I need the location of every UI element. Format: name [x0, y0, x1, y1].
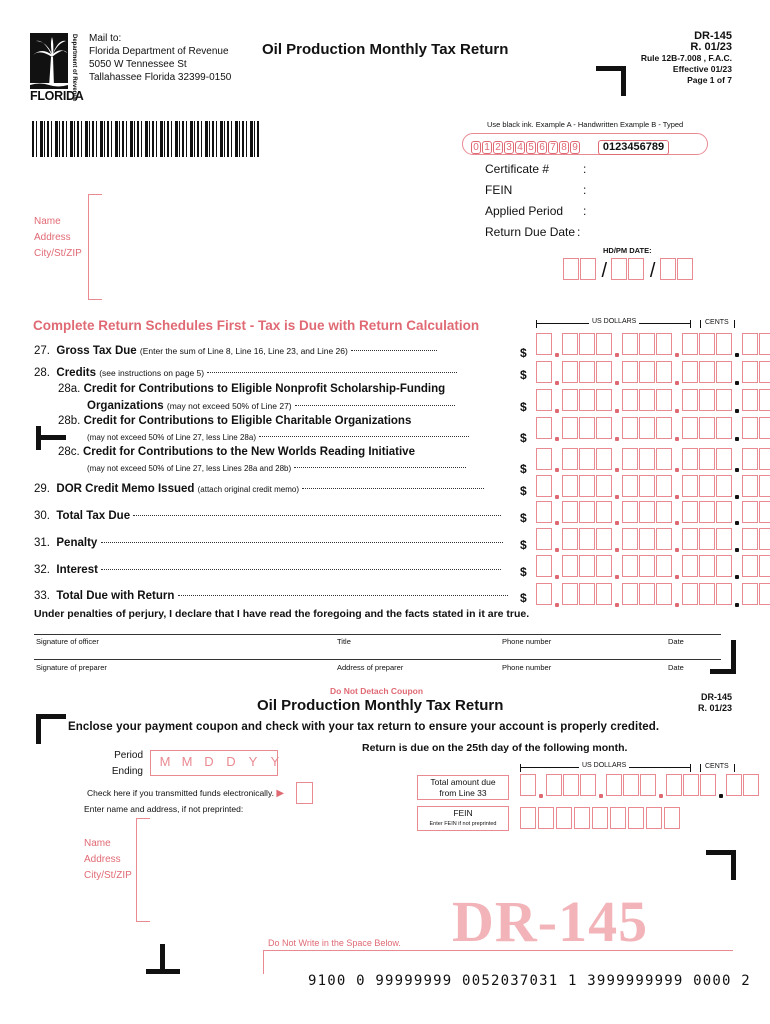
us-dollars-label: US DOLLARS — [589, 318, 639, 325]
logo-word: FLORIDA — [30, 89, 84, 103]
coupon-address-bracket[interactable] — [136, 818, 150, 922]
logo-vertical-text: Department of Revenue — [71, 34, 77, 102]
example-digit: 1 — [482, 141, 492, 154]
form-revision: R. 01/23 — [690, 41, 732, 53]
mail-to-line: Tallahassee Florida 32399-0150 — [89, 72, 232, 83]
phone-label: Phone number — [502, 637, 552, 646]
phone-label: Phone number — [502, 663, 552, 672]
line-28c: 28c. Credit for Contributions to the New Worlds Reading Initiative — [58, 446, 415, 458]
line-32: 32. Interest — [34, 564, 501, 576]
dollar-sign: $ — [520, 538, 527, 552]
due-note: Return is due on the 25th day of the following month. — [362, 742, 628, 754]
coupon-title: Oil Production Monthly Tax Return — [257, 697, 504, 714]
example-digit: 3 — [504, 141, 514, 154]
fein-input[interactable] — [520, 807, 682, 829]
perjury-statement: Under penalties of perjury, I declare that I have read the foregoing and the facts stated in it are true. — [34, 608, 530, 620]
name-label: Name — [34, 216, 61, 227]
do-not-write-rule — [263, 950, 733, 974]
do-not-detach: Do Not Detach Coupon — [330, 686, 424, 696]
barcode — [32, 121, 260, 157]
certificate-label: Certificate # — [485, 162, 550, 176]
mail-to-line: 5050 W Tennessee St — [89, 59, 187, 70]
florida-logo — [30, 33, 82, 103]
coupon-cents-header: CENTS — [700, 764, 735, 772]
amount-input-33[interactable] — [536, 583, 770, 605]
electronic-funds-note: Check here if you transmitted funds electronically. ▶ — [87, 788, 285, 799]
line-label: Credit for Contributions to the New Worlds Reading Initiative — [82, 446, 415, 458]
period-ending-boxes[interactable]: M M D D Y Y — [150, 750, 278, 776]
line-30: 30. Total Tax Due — [34, 510, 501, 522]
signature-preparer-label: Signature of preparer — [36, 663, 107, 672]
line-label: Organizations — [87, 400, 164, 412]
example-digit: 9 — [570, 141, 580, 154]
do-not-write-note: Do Not Write in the Space Below. — [268, 938, 401, 948]
line-28a-cont: Organizations (may not exceed 50% of Line 27) — [87, 400, 455, 412]
registration-mark — [36, 714, 66, 744]
electronic-funds-checkbox[interactable] — [296, 782, 313, 804]
registration-mark — [710, 640, 736, 674]
dollar-sign: $ — [520, 565, 527, 579]
applied-period-label: Applied Period — [485, 204, 564, 218]
amount-input-31[interactable] — [536, 528, 770, 550]
mail-to-address — [89, 32, 231, 84]
address-labels — [34, 214, 82, 262]
section-title: Complete Return Schedules First - Tax is Due with Return Calculation — [33, 318, 480, 333]
amount-input-coupon-total[interactable] — [520, 774, 760, 796]
amount-input-28c[interactable] — [536, 448, 770, 470]
cents-header — [700, 320, 735, 328]
city-state-zip-label: City/St/ZIP — [34, 248, 82, 259]
amount-input-30[interactable] — [536, 501, 770, 523]
return-due-date-label: Return Due Date — [485, 225, 576, 239]
line-label: Gross Tax Due — [56, 345, 137, 357]
dollar-sign: $ — [520, 346, 527, 360]
page-title: Oil Production Monthly Tax Return — [262, 41, 509, 58]
date-label: Date — [668, 637, 684, 646]
signature-line[interactable] — [34, 659, 721, 660]
typed-example: 0123456789 — [598, 140, 669, 155]
registration-mark — [36, 435, 66, 440]
form-id-block — [641, 31, 732, 86]
arrow-right-icon: ▶ — [276, 788, 285, 799]
coupon-address-labels: Name Address City/St/ZIP — [84, 838, 132, 881]
dollar-sign: $ — [520, 431, 527, 445]
total-amount-label: Total amount due from Line 33 — [417, 775, 509, 800]
ink-example — [462, 133, 708, 155]
handwritten-example — [471, 137, 581, 154]
line-33: 33. Total Due with Return — [34, 590, 508, 602]
example-digit: 5 — [526, 141, 536, 154]
coupon-form-id: DR-145 R. 01/23 — [697, 692, 732, 713]
form-number: DR-145 — [694, 30, 732, 42]
example-digit: 2 — [493, 141, 503, 154]
line-label: Total Due with Return — [56, 590, 175, 602]
line-label: Credit for Contributions to Eligible Nonprofit Scholarship-Funding — [83, 383, 446, 395]
line-31: 31. Penalty — [34, 537, 503, 549]
line-label: Penalty — [56, 537, 98, 549]
rule-text: Rule 12B-7.008 , F.A.C. — [640, 53, 732, 63]
registration-mark — [146, 969, 180, 974]
dollar-sign: $ — [520, 591, 527, 605]
fein-label: FEIN — [485, 183, 513, 197]
amount-input-28a[interactable] — [536, 389, 770, 411]
enter-name-note: Enter name and address, if not preprinted: — [84, 804, 244, 814]
scanline: 9100 0 99999999 0052037031 1 3999999999 0000 2 — [308, 973, 751, 989]
watermark-form-number: DR-145 — [452, 889, 649, 954]
address-label: Address — [34, 232, 71, 243]
fein-label-box: FEIN Enter FEIN if not preprinted — [417, 806, 509, 831]
line-label: Credits — [56, 367, 97, 379]
line-label: Total Tax Due — [56, 510, 131, 522]
line-29: 29. DOR Credit Memo Issued (attach original credit memo) — [34, 483, 484, 495]
enclose-instruction: Enclose your payment coupon and check with your tax return to ensure your account is properly credited. — [68, 721, 660, 733]
preparer-address-label: Address of preparer — [337, 663, 404, 672]
effective-text: Effective 01/23 — [672, 64, 732, 74]
amount-input-29[interactable] — [536, 475, 770, 497]
line-28c-cont: (may not exceed 50% of Line 27, less Lines 28a and 28b) — [87, 462, 466, 474]
registration-mark — [706, 850, 736, 880]
example-digit: 6 — [537, 141, 547, 154]
cents-label: CENTS — [705, 319, 729, 326]
signature-officer-label: Signature of officer — [36, 637, 99, 646]
signature-line[interactable] — [34, 634, 721, 635]
title-label: Title — [337, 637, 351, 646]
hd-pm-date-label: HD/PM DATE: — [603, 246, 652, 255]
dollar-sign: $ — [520, 462, 527, 476]
amount-input-27[interactable] — [536, 333, 770, 355]
line-28b: 28b. Credit for Contributions to Eligible Charitable Organizations — [58, 415, 412, 427]
address-bracket[interactable] — [88, 194, 102, 300]
period-ending-label: Period Ending — [111, 750, 143, 777]
line-label: DOR Credit Memo Issued — [56, 483, 195, 495]
example-digit: 7 — [548, 141, 558, 154]
coupon-dollars-header: US DOLLARS — [520, 764, 691, 772]
mail-to-line: Mail to: — [89, 33, 122, 44]
dollar-sign: $ — [520, 511, 527, 525]
example-digit: 8 — [559, 141, 569, 154]
page-number: Page 1 of 7 — [687, 75, 732, 85]
example-digit: 4 — [515, 141, 525, 154]
line-28a: 28a. Credit for Contributions to Eligible Nonprofit Scholarship-Funding — [58, 383, 446, 395]
dollar-sign: $ — [520, 400, 527, 414]
line-28b-cont: (may not exceed 50% of Line 27, less Line 28a) — [87, 431, 469, 443]
dollars-header — [536, 320, 691, 328]
dollar-sign: $ — [520, 368, 527, 382]
mail-to-line: Florida Department of Revenue — [89, 46, 229, 57]
example-digit: 0 — [471, 141, 481, 154]
dollar-sign: $ — [520, 484, 527, 498]
line-label: Interest — [56, 564, 98, 576]
line-27: 27. Gross Tax Due (Enter the sum of Line 8, Line 16, Line 23, and Line 26) — [34, 345, 437, 357]
line-28: 28. Credits (see instructions on page 5) — [34, 367, 457, 379]
line-label: Credit for Contributions to Eligible Charitable Organizations — [83, 415, 412, 427]
hd-pm-date-boxes[interactable]: / / — [563, 258, 694, 285]
amount-input-28b[interactable] — [536, 417, 770, 439]
amount-input-28[interactable] — [536, 361, 770, 383]
amount-input-32[interactable] — [536, 555, 770, 577]
registration-mark — [596, 66, 626, 96]
date-label: Date — [668, 663, 684, 672]
ink-note: Use black ink. Example A - Handwritten Example B - Typed — [487, 120, 684, 129]
